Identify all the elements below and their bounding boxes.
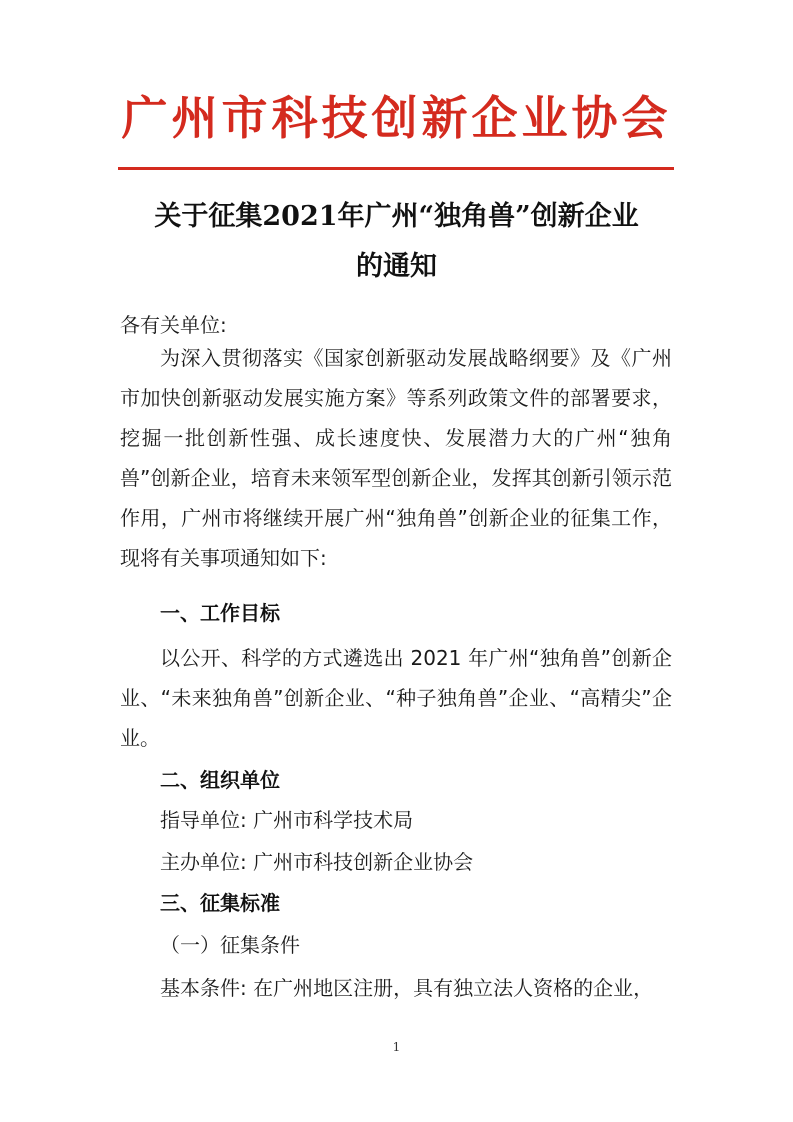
title-line-2: 的通知: [356, 251, 437, 282]
letterhead-title: 广州市科技创新企业协会: [121, 91, 672, 145]
basic-conditions: 基本条件: 在广州地区注册，具有独立法人资格的企业，: [160, 976, 654, 1000]
section-1-text: 以公开、科学的方式遴选出 2021 年广州“独角兽”创新企业、“未来独角兽”创新企业、“种子独角兽”企业、“高精尖”企业。: [120, 646, 672, 750]
section-3-heading: 三、征集标准: [160, 891, 280, 915]
title-line-1: 关于征集2021年广州“独角兽”创新企业: [154, 201, 639, 232]
letterhead-divider: [118, 167, 674, 170]
section-3-subheading: （一）征集条件: [160, 933, 300, 957]
section-1-heading: 一、工作目标: [160, 601, 280, 625]
section-2-heading: 二、组织单位: [160, 768, 280, 792]
salutation: 各有关单位:: [120, 313, 227, 337]
page-number: 1: [392, 1040, 401, 1054]
host-unit: 主办单位: 广州市科技创新企业协会: [160, 850, 474, 874]
guide-unit: 指导单位: 广州市科学技术局: [160, 808, 414, 832]
document-title: [110, 192, 683, 292]
intro-paragraph: 为深入贯彻落实《国家创新驱动发展战略纲要》及《广州市加快创新驱动发展实施方案》等系列政策文件的部署要求，挖掘一批创新性强、成长速度快、发展潜力大的广州“独角兽”创新企业，培育未来领军型创新企业，发挥其创新引领示范作用，广州市将继续开展广州“独角兽”创新企业的征集工作，现将有关事项通知如下:: [120, 346, 672, 570]
